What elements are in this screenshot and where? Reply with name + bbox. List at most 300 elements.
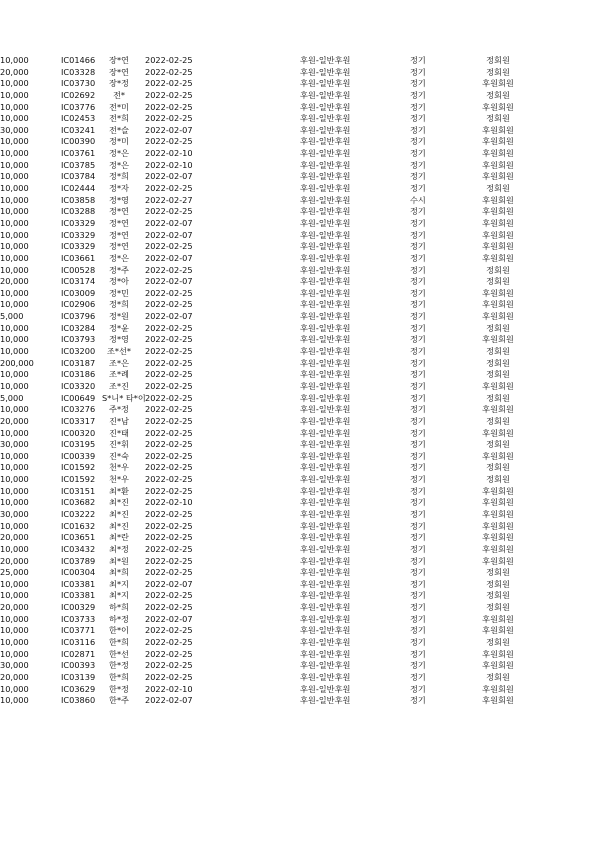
table-row bbox=[0, 102, 600, 114]
cell-grade: 후원회원 bbox=[482, 520, 514, 531]
cell-date: 2022-02-25 bbox=[145, 415, 193, 426]
cell-freq: 정기 bbox=[410, 276, 426, 287]
table-row bbox=[0, 67, 600, 79]
cell-freq: 정기 bbox=[410, 369, 426, 380]
cell-name: 정*주 bbox=[109, 264, 129, 275]
cell-grade: 정회원 bbox=[486, 590, 510, 601]
table-row bbox=[0, 381, 600, 393]
table-row bbox=[0, 509, 600, 521]
table-row bbox=[0, 649, 600, 661]
cell-date: 2022-02-25 bbox=[145, 113, 193, 124]
cell-amount: 10,000 bbox=[0, 171, 29, 182]
cell-amount: 10,000 bbox=[0, 229, 29, 240]
cell-date: 2022-02-07 bbox=[145, 613, 193, 624]
table-row bbox=[0, 660, 600, 672]
cell-name: 정*연 bbox=[109, 217, 129, 228]
cell-date: 2022-02-07 bbox=[145, 252, 193, 263]
cell-amount: 10,000 bbox=[0, 695, 29, 706]
cell-freq: 정기 bbox=[410, 543, 426, 554]
cell-freq: 정기 bbox=[410, 124, 426, 135]
cell-grade: 정회원 bbox=[486, 113, 510, 124]
cell-grade: 후원회원 bbox=[482, 497, 514, 508]
table-row bbox=[0, 346, 600, 358]
cell-name: 최*지 bbox=[109, 578, 129, 589]
cell-amount: 10,000 bbox=[0, 450, 29, 461]
cell-amount: 10,000 bbox=[0, 404, 29, 415]
cell-id: IC03186 bbox=[61, 369, 96, 380]
cell-date: 2022-02-25 bbox=[145, 322, 193, 333]
cell-grade: 정회원 bbox=[486, 578, 510, 589]
cell-date: 2022-02-25 bbox=[145, 485, 193, 496]
cell-date: 2022-02-25 bbox=[145, 287, 193, 298]
cell-id: IC03187 bbox=[61, 357, 96, 368]
cell-type: 후원-일반후원 bbox=[300, 695, 351, 706]
cell-date: 2022-02-07 bbox=[145, 276, 193, 287]
cell-date: 2022-02-25 bbox=[145, 555, 193, 566]
cell-type: 후원-일반후원 bbox=[300, 567, 351, 578]
cell-date: 2022-02-25 bbox=[145, 660, 193, 671]
table-row bbox=[0, 602, 600, 614]
cell-id: IC01466 bbox=[61, 55, 96, 65]
table-row bbox=[0, 393, 600, 405]
cell-type: 후원-일반후원 bbox=[300, 229, 351, 240]
table-row bbox=[0, 486, 600, 498]
cell-type: 후원-일반후원 bbox=[300, 590, 351, 601]
cell-name: 정*연 bbox=[109, 241, 129, 252]
cell-type: 후원-일반후원 bbox=[300, 543, 351, 554]
cell-amount: 10,000 bbox=[0, 159, 29, 170]
cell-freq: 정기 bbox=[410, 695, 426, 706]
cell-id: IC03651 bbox=[61, 532, 96, 543]
cell-type: 후원-일반후원 bbox=[300, 322, 351, 333]
cell-date: 2022-02-10 bbox=[145, 683, 193, 694]
cell-freq: 정기 bbox=[410, 89, 426, 100]
cell-freq: 정기 bbox=[410, 660, 426, 671]
cell-freq: 정기 bbox=[410, 683, 426, 694]
cell-name: 한*희 bbox=[109, 671, 129, 682]
cell-name: 천*우 bbox=[109, 474, 129, 485]
cell-id: IC00649 bbox=[61, 392, 96, 403]
cell-type: 후원-일반후원 bbox=[300, 671, 351, 682]
cell-name: 정*원 bbox=[109, 311, 129, 322]
cell-freq: 정기 bbox=[410, 264, 426, 275]
cell-freq: 정기 bbox=[410, 183, 426, 194]
cell-amount: 10,000 bbox=[0, 578, 29, 589]
cell-date: 2022-02-25 bbox=[145, 602, 193, 613]
cell-freq: 정기 bbox=[410, 299, 426, 310]
cell-name: 정*민 bbox=[109, 287, 129, 298]
table-row bbox=[0, 265, 600, 277]
table-row bbox=[0, 113, 600, 125]
cell-grade: 후원회원 bbox=[482, 695, 514, 706]
cell-type: 후원-일반후원 bbox=[300, 462, 351, 473]
table-row bbox=[0, 462, 600, 474]
cell-name: 최*진 bbox=[109, 520, 129, 531]
cell-type: 후원-일반후원 bbox=[300, 602, 351, 613]
cell-type: 후원-일반후원 bbox=[300, 206, 351, 217]
cell-type: 후원-일반후원 bbox=[300, 415, 351, 426]
cell-type: 후원-일반후원 bbox=[300, 648, 351, 659]
cell-id: IC03317 bbox=[61, 415, 96, 426]
table-row bbox=[0, 253, 600, 265]
cell-type: 후원-일반후원 bbox=[300, 392, 351, 403]
cell-freq: 정기 bbox=[410, 671, 426, 682]
cell-type: 후원-일반후원 bbox=[300, 89, 351, 100]
cell-freq: 정기 bbox=[410, 427, 426, 438]
cell-freq: 정기 bbox=[410, 287, 426, 298]
cell-type: 후원-일반후원 bbox=[300, 264, 351, 275]
cell-name: 주*정 bbox=[109, 404, 129, 415]
cell-amount: 30,000 bbox=[0, 124, 29, 135]
table-row bbox=[0, 567, 600, 579]
cell-grade: 후원회원 bbox=[482, 450, 514, 461]
cell-date: 2022-02-07 bbox=[145, 311, 193, 322]
cell-name: 최*환 bbox=[109, 485, 129, 496]
cell-grade: 후원회원 bbox=[482, 380, 514, 391]
cell-freq: 정기 bbox=[410, 136, 426, 147]
cell-grade: 정회원 bbox=[486, 474, 510, 485]
cell-type: 후원-일반후원 bbox=[300, 171, 351, 182]
cell-freq: 정기 bbox=[410, 78, 426, 89]
cell-amount: 10,000 bbox=[0, 183, 29, 194]
cell-name: 진*휘 bbox=[109, 439, 129, 450]
cell-freq: 정기 bbox=[410, 159, 426, 170]
cell-amount: 5,000 bbox=[0, 392, 24, 403]
cell-date: 2022-02-07 bbox=[145, 695, 193, 706]
cell-name: 조*선* bbox=[106, 346, 131, 357]
cell-grade: 후원회원 bbox=[482, 287, 514, 298]
cell-date: 2022-02-07 bbox=[145, 229, 193, 240]
cell-freq: 정기 bbox=[410, 497, 426, 508]
cell-type: 후원-일반후원 bbox=[300, 159, 351, 170]
cell-date: 2022-02-07 bbox=[145, 171, 193, 182]
cell-name: 조*례 bbox=[109, 369, 129, 380]
cell-id: IC01592 bbox=[61, 462, 96, 473]
cell-grade: 후원회원 bbox=[482, 217, 514, 228]
cell-freq: 정기 bbox=[410, 439, 426, 450]
cell-name: 전*슬 bbox=[109, 124, 129, 135]
cell-type: 후원-일반후원 bbox=[300, 346, 351, 357]
cell-name: 한*이 bbox=[109, 625, 129, 636]
cell-amount: 10,000 bbox=[0, 194, 29, 205]
table-row bbox=[0, 404, 600, 416]
cell-type: 후원-일반후원 bbox=[300, 183, 351, 194]
cell-date: 2022-02-25 bbox=[145, 357, 193, 368]
cell-id: IC00320 bbox=[61, 427, 96, 438]
cell-amount: 10,000 bbox=[0, 497, 29, 508]
table-row bbox=[0, 590, 600, 602]
cell-type: 후원-일반후원 bbox=[300, 637, 351, 648]
cell-date: 2022-02-25 bbox=[145, 66, 193, 77]
cell-freq: 정기 bbox=[410, 357, 426, 368]
cell-amount: 10,000 bbox=[0, 89, 29, 100]
cell-name: 정*미 bbox=[109, 136, 129, 147]
cell-type: 후원-일반후원 bbox=[300, 148, 351, 159]
cell-freq: 정기 bbox=[410, 555, 426, 566]
cell-date: 2022-02-25 bbox=[145, 241, 193, 252]
cell-id: IC03222 bbox=[61, 508, 96, 519]
cell-id: IC03320 bbox=[61, 380, 96, 391]
cell-grade: 후원회원 bbox=[482, 648, 514, 659]
cell-id: IC03789 bbox=[61, 555, 96, 566]
table-row bbox=[0, 474, 600, 486]
cell-grade: 후원회원 bbox=[482, 427, 514, 438]
table-row bbox=[0, 323, 600, 335]
table-row bbox=[0, 521, 600, 533]
cell-freq: 정기 bbox=[410, 578, 426, 589]
donation-table bbox=[0, 55, 600, 707]
cell-grade: 후원회원 bbox=[482, 683, 514, 694]
cell-amount: 10,000 bbox=[0, 648, 29, 659]
cell-grade: 정회원 bbox=[486, 602, 510, 613]
cell-amount: 30,000 bbox=[0, 439, 29, 450]
cell-freq: 정기 bbox=[410, 404, 426, 415]
cell-date: 2022-02-10 bbox=[145, 497, 193, 508]
cell-freq: 정기 bbox=[410, 66, 426, 77]
cell-date: 2022-02-25 bbox=[145, 264, 193, 275]
cell-type: 후원-일반후원 bbox=[300, 241, 351, 252]
cell-grade: 후원회원 bbox=[482, 555, 514, 566]
cell-date: 2022-02-25 bbox=[145, 183, 193, 194]
cell-grade: 후원회원 bbox=[482, 485, 514, 496]
cell-freq: 정기 bbox=[410, 392, 426, 403]
cell-type: 후원-일반후원 bbox=[300, 287, 351, 298]
cell-date: 2022-02-25 bbox=[145, 427, 193, 438]
cell-amount: 10,000 bbox=[0, 380, 29, 391]
cell-date: 2022-02-25 bbox=[145, 671, 193, 682]
cell-type: 후원-일반후원 bbox=[300, 683, 351, 694]
cell-amount: 20,000 bbox=[0, 671, 29, 682]
cell-amount: 10,000 bbox=[0, 148, 29, 159]
cell-id: IC03761 bbox=[61, 148, 96, 159]
cell-id: IC03381 bbox=[61, 590, 96, 601]
table-row bbox=[0, 439, 600, 451]
cell-amount: 20,000 bbox=[0, 66, 29, 77]
cell-name: 최*지 bbox=[109, 590, 129, 601]
cell-grade: 후원회원 bbox=[482, 532, 514, 543]
cell-name: S*니* 타*이 bbox=[102, 392, 146, 403]
cell-freq: 정기 bbox=[410, 474, 426, 485]
cell-date: 2022-02-25 bbox=[145, 637, 193, 648]
cell-name: 장*연 bbox=[109, 66, 129, 77]
cell-date: 2022-02-07 bbox=[145, 578, 193, 589]
cell-type: 후원-일반후원 bbox=[300, 276, 351, 287]
cell-amount: 10,000 bbox=[0, 520, 29, 531]
cell-grade: 후원회원 bbox=[482, 171, 514, 182]
cell-type: 후원-일반후원 bbox=[300, 427, 351, 438]
table-row bbox=[0, 544, 600, 556]
cell-id: IC00393 bbox=[61, 660, 96, 671]
cell-amount: 10,000 bbox=[0, 613, 29, 624]
cell-type: 후원-일반후원 bbox=[300, 78, 351, 89]
cell-id: IC02871 bbox=[61, 648, 96, 659]
cell-name: 정*윤 bbox=[109, 322, 129, 333]
cell-freq: 수시 bbox=[410, 194, 426, 205]
cell-type: 후원-일반후원 bbox=[300, 532, 351, 543]
cell-amount: 20,000 bbox=[0, 276, 29, 287]
cell-amount: 20,000 bbox=[0, 532, 29, 543]
cell-grade: 정회원 bbox=[486, 392, 510, 403]
table-row bbox=[0, 497, 600, 509]
cell-name: 한*희 bbox=[109, 637, 129, 648]
table-row bbox=[0, 579, 600, 591]
cell-id: IC03139 bbox=[61, 671, 96, 682]
cell-grade: 후원회원 bbox=[482, 159, 514, 170]
cell-freq: 정기 bbox=[410, 602, 426, 613]
cell-name: 전*미 bbox=[109, 101, 129, 112]
table-row bbox=[0, 334, 600, 346]
cell-grade: 후원회원 bbox=[482, 206, 514, 217]
cell-type: 후원-일반후원 bbox=[300, 474, 351, 485]
cell-name: 하*희 bbox=[109, 602, 129, 613]
table-row bbox=[0, 451, 600, 463]
cell-type: 후원-일반후원 bbox=[300, 404, 351, 415]
cell-grade: 후원회원 bbox=[482, 404, 514, 415]
cell-grade: 정회원 bbox=[486, 346, 510, 357]
cell-date: 2022-02-25 bbox=[145, 78, 193, 89]
cell-grade: 후원회원 bbox=[482, 252, 514, 263]
cell-freq: 정기 bbox=[410, 229, 426, 240]
table-row bbox=[0, 78, 600, 90]
cell-id: IC02692 bbox=[61, 89, 96, 100]
cell-id: IC03276 bbox=[61, 404, 96, 415]
cell-id: IC02453 bbox=[61, 113, 96, 124]
cell-amount: 10,000 bbox=[0, 252, 29, 263]
cell-date: 2022-02-25 bbox=[145, 543, 193, 554]
cell-id: IC03858 bbox=[61, 194, 96, 205]
cell-amount: 10,000 bbox=[0, 369, 29, 380]
cell-type: 후원-일반후원 bbox=[300, 101, 351, 112]
cell-grade: 후원회원 bbox=[482, 194, 514, 205]
cell-type: 후원-일반후원 bbox=[300, 113, 351, 124]
cell-grade: 후원회원 bbox=[482, 124, 514, 135]
cell-id: IC03329 bbox=[61, 241, 96, 252]
table-row bbox=[0, 125, 600, 137]
cell-name: 최*란 bbox=[109, 532, 129, 543]
table-row bbox=[0, 195, 600, 207]
cell-grade: 후원회원 bbox=[482, 543, 514, 554]
cell-name: 정*연 bbox=[109, 229, 129, 240]
cell-freq: 정기 bbox=[410, 415, 426, 426]
table-row bbox=[0, 136, 600, 148]
cell-type: 후원-일반후원 bbox=[300, 439, 351, 450]
cell-name: 최*진 bbox=[109, 497, 129, 508]
cell-name: 한*선 bbox=[109, 648, 129, 659]
cell-id: IC03776 bbox=[61, 101, 96, 112]
cell-grade: 후원회원 bbox=[482, 101, 514, 112]
table-row bbox=[0, 695, 600, 707]
cell-freq: 정기 bbox=[410, 462, 426, 473]
cell-amount: 10,000 bbox=[0, 136, 29, 147]
cell-freq: 정기 bbox=[410, 380, 426, 391]
cell-type: 후원-일반후원 bbox=[300, 555, 351, 566]
cell-name: 전* bbox=[112, 89, 125, 100]
cell-name: 최*희 bbox=[109, 567, 129, 578]
cell-freq: 정기 bbox=[410, 520, 426, 531]
cell-type: 후원-일반후원 bbox=[300, 613, 351, 624]
table-row bbox=[0, 148, 600, 160]
table-row bbox=[0, 556, 600, 568]
cell-type: 후원-일반후원 bbox=[300, 55, 351, 65]
cell-grade: 정회원 bbox=[486, 369, 510, 380]
cell-id: IC02444 bbox=[61, 183, 96, 194]
cell-name: 진*남 bbox=[109, 415, 129, 426]
table-row bbox=[0, 230, 600, 242]
cell-grade: 후원회원 bbox=[482, 241, 514, 252]
table-row bbox=[0, 672, 600, 684]
cell-name: 정*영 bbox=[109, 334, 129, 345]
table-row bbox=[0, 241, 600, 253]
cell-id: IC03784 bbox=[61, 171, 96, 182]
table-row bbox=[0, 369, 600, 381]
cell-name: 최*정 bbox=[109, 543, 129, 554]
cell-date: 2022-02-07 bbox=[145, 217, 193, 228]
cell-amount: 10,000 bbox=[0, 206, 29, 217]
cell-name: 조*진 bbox=[109, 380, 129, 391]
cell-date: 2022-02-25 bbox=[145, 625, 193, 636]
cell-amount: 10,000 bbox=[0, 427, 29, 438]
cell-id: IC03151 bbox=[61, 485, 96, 496]
cell-date: 2022-02-25 bbox=[145, 532, 193, 543]
cell-name: 최*원 bbox=[109, 555, 129, 566]
cell-amount: 10,000 bbox=[0, 322, 29, 333]
cell-freq: 정기 bbox=[410, 346, 426, 357]
cell-id: IC03328 bbox=[61, 66, 96, 77]
table-row bbox=[0, 55, 600, 67]
cell-grade: 정회원 bbox=[486, 415, 510, 426]
cell-grade: 정회원 bbox=[486, 276, 510, 287]
cell-name: 한*주 bbox=[109, 695, 129, 706]
cell-date: 2022-02-25 bbox=[145, 55, 193, 65]
cell-name: 전*희 bbox=[109, 113, 129, 124]
cell-type: 후원-일반후원 bbox=[300, 334, 351, 345]
cell-type: 후원-일반후원 bbox=[300, 497, 351, 508]
table-row bbox=[0, 614, 600, 626]
cell-amount: 10,000 bbox=[0, 334, 29, 345]
cell-id: IC03785 bbox=[61, 159, 96, 170]
cell-id: IC03288 bbox=[61, 206, 96, 217]
cell-amount: 20,000 bbox=[0, 602, 29, 613]
cell-freq: 정기 bbox=[410, 113, 426, 124]
cell-date: 2022-02-25 bbox=[145, 404, 193, 415]
cell-date: 2022-02-25 bbox=[145, 346, 193, 357]
cell-date: 2022-02-25 bbox=[145, 567, 193, 578]
cell-id: IC03116 bbox=[61, 637, 96, 648]
cell-amount: 10,000 bbox=[0, 462, 29, 473]
cell-id: IC03796 bbox=[61, 311, 96, 322]
cell-type: 후원-일반후원 bbox=[300, 450, 351, 461]
cell-type: 후원-일반후원 bbox=[300, 311, 351, 322]
cell-type: 후원-일반후원 bbox=[300, 194, 351, 205]
table-row bbox=[0, 288, 600, 300]
cell-date: 2022-02-25 bbox=[145, 648, 193, 659]
cell-date: 2022-02-25 bbox=[145, 392, 193, 403]
cell-date: 2022-02-25 bbox=[145, 450, 193, 461]
cell-grade: 후원회원 bbox=[482, 613, 514, 624]
cell-id: IC00528 bbox=[61, 264, 96, 275]
cell-amount: 25,000 bbox=[0, 567, 29, 578]
cell-date: 2022-02-10 bbox=[145, 159, 193, 170]
cell-freq: 정기 bbox=[410, 148, 426, 159]
cell-type: 후원-일반후원 bbox=[300, 485, 351, 496]
cell-id: IC03771 bbox=[61, 625, 96, 636]
cell-freq: 정기 bbox=[410, 241, 426, 252]
table-row bbox=[0, 428, 600, 440]
cell-amount: 10,000 bbox=[0, 264, 29, 275]
cell-grade: 정회원 bbox=[486, 462, 510, 473]
cell-id: IC03629 bbox=[61, 683, 96, 694]
table-row bbox=[0, 90, 600, 102]
